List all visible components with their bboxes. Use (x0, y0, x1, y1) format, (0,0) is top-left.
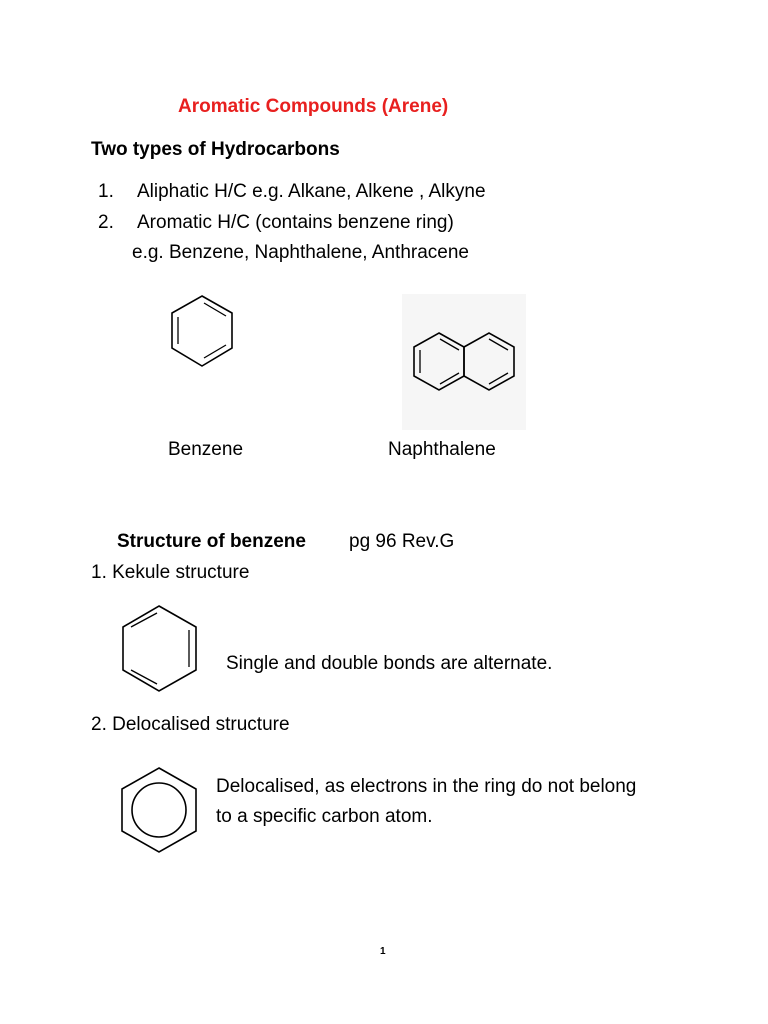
delocalised-description-line-2: to a specific carbon atom. (216, 806, 433, 827)
delocalised-heading: 2. Delocalised structure (91, 714, 290, 735)
section-heading: Two types of Hydrocarbons (91, 139, 340, 160)
delocalised-structure (116, 764, 206, 860)
delocalised-description-line-1: Delocalised, as electrons in the ring do not belong (216, 776, 637, 797)
page-reference: pg 96 Rev.G (349, 531, 455, 552)
kekule-structure (118, 600, 208, 704)
naphthalene-structure (402, 294, 526, 430)
naphthalene-label: Naphthalene (388, 439, 496, 460)
kekule-heading: 1. Kekule structure (91, 562, 250, 583)
list-item-2-number: 2. (98, 212, 114, 233)
list-item-1-number: 1. (98, 181, 114, 202)
page-title: Aromatic Compounds (Arene) (178, 96, 449, 117)
benzene-label: Benzene (168, 439, 244, 460)
list-item-2-text: Aromatic H/C (contains benzene ring) (137, 212, 454, 233)
list-item-1-text: Aliphatic H/C e.g. Alkane, Alkene , Alkyne (137, 181, 486, 202)
structure-heading: Structure of benzene (117, 531, 306, 552)
page-number: 1 (380, 946, 386, 957)
benzene-structure (164, 290, 244, 378)
examples-line: e.g. Benzene, Naphthalene, Anthracene (132, 242, 469, 263)
kekule-description: Single and double bonds are alternate. (226, 653, 553, 674)
